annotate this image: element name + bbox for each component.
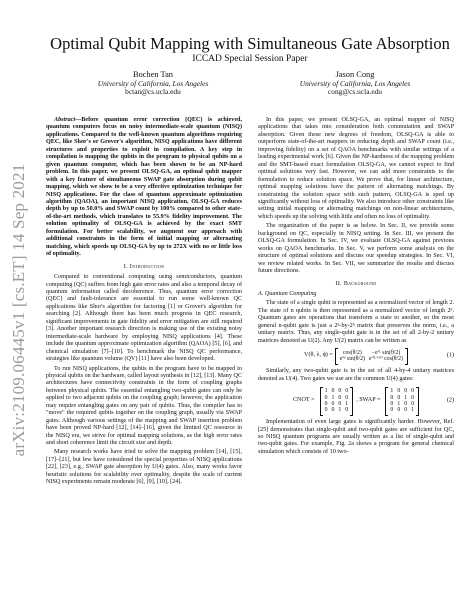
paragraph: To run NISQ applications, the qubits in the program have to be mapped to physical qubits on the hardware, called layout synthesis in [12], [13]. Many QC architectures have connectivity constraints in the form of coupling graphs between physical qubits. The essential entangling two-qubit gates can only be applied to two adjacent qubits on the coupling graph; however, the application may require entangling gates on any pair of qubits. Thus, the compiler has to "move" the required qubits together on the coupling graph, usually via SWAP gates. Although various settings of the mapping and SWAP insertion problem have been proved NP-hard [12], [14]–[16], given the limited QC resource in the NISQ era, we strive for optimal mapping solutions, as the high error rates and short coherence limit the circuit size and depth. [46,365,242,447]
matrix-cell: 0 [345,407,349,414]
cnot-label: CNOT = [292,397,315,404]
section-heading: I. Introduction [123,263,165,270]
equation-number: (1) [446,352,454,359]
author-affiliation: University of California, Los Angeles [299,78,411,88]
matrix-cell: 0 [390,401,394,408]
equation-1 [258,348,454,364]
matrix-cell: 0 [411,401,415,408]
matrix-cell: 1 [324,388,328,395]
author-email: bctan@cs.ucla.edu [125,87,181,97]
paper-title: Optimal Qubit Mapping with Simultaneous Gate Absorption [50,34,450,53]
matrix-cell: 0 [338,394,342,401]
matrix-cell: 0 [404,388,408,395]
paragraph: Implementation of even large gates is significantly harder. However, Ref. [25] demonstrates that single-qubit and two-qubit gates are sufficient for QC, so NISQ quantum programs are usually written as a list of single-qubit and two-qubit gates. For example, Fig. 2a shows a program for general chemical simulation which consists of 10 two- [258,419,454,455]
author-email: cong@cs.ucla.edu [327,87,382,97]
paragraph: The state of a single qubit is represented as a normalized vector of length 2. The state of n qubits is then represented as a normalized vector of length 2ⁿ. Quantum gates are operations that transform a state to another, so the most general n-qubit gate is just a 2ⁿ-by-2ⁿ matrix that preserves the norm, i.e., a unitary matrix. Thus, any single-qubit gate is in the set of all 2-by-2 unitary matrices denoted as U(2). Any U(2) matrix can be written as [258,300,454,344]
matrix-cell: 0 [411,388,415,395]
paper-subtitle: ICCAD Special Session Paper [192,54,308,64]
matrix-cell: 1 [397,401,401,408]
matrix-cell: 1 [331,394,335,401]
matrix-v [335,348,408,365]
abstract-label: Abstract [54,117,76,123]
matrix-cell: cos(θ/2) [342,349,362,356]
matrix-cell: 0 [390,394,394,401]
matrix-cell: −eⁱᴸ sin(θ/2) [371,349,401,356]
matrix-cnot [320,387,354,416]
matrix-cell: 0 [324,401,328,408]
arxiv-stamp [6,160,32,460]
author-block [280,71,430,97]
equation-2 [258,386,454,416]
paragraph: The organization of the paper is as below. In Sec. II, we provide some background on QC, especially in NISQ setting. In Sec. III, we present the OLSQ-GA formulation. In Sec. IV, we evaluate OLSQ-GA against previous works on QAOA benchmarks. In Sec. V, we perform some analysis on the structure of optimal solutions and discuss our speedup strategies. In Sec. VI, we review related works. In Sec. VII, we summarize the results and discuss future directions. [258,223,454,275]
author-affiliation: University of California, Los Angeles [97,78,209,88]
author-name: Bochen Tan [133,70,173,79]
matrix-cell: 0 [345,394,349,401]
matrix-cell: 0 [404,407,408,414]
author-block [78,71,228,97]
abstract-text: —Before quantum error correction (QEC) is achieved, quantum computers focus on noisy intermediate-scale quantum (NISQ) applications. Compared to the well-known quantum algorithms requiring QEC, like Shor's or Grover's algorithm, NISQ applications have different structures and properties to exploit in compilation. A key step in compilation is mapping the qubits in the program to physical qubits on a given quantum computer, which has been shown to be an NP-hard problem. In this paper, we present OLSQ-GA, an optimal qubit mapper with a key feature of simultaneous SWAP gate absorption during qubit mapping, which we show to be a very effective optimization technique for NISQ applications. For the class of quantum approximate optimization algorithm (QAOA), an important NISQ application, OLSQ-GA reduces depth by up to 50.0% and SWAP count by 100% compared to other state-of-the-art methods, which translates to 55.9% fidelity improvement. The solution optimality of OLSQ-GA is achieved by the exact SMT formulation. For better scalability, we augment our approach with additional constraints in the form of initial mapping or alternating matching, which speeds up OLSQ-GA by up to 272X with no or little loss of optimality. [46,117,242,258]
paragraph: Similarly, any two-qubit gate is in the set of all 4-by-4 unitary matrices denoted as U(4). Two gates we use are the common U(4) gates: [258,368,454,382]
matrix-cell: eⁱᵠ sin(θ/2) [339,356,365,363]
paragraph: In this paper, we present OLSQ-GA, an optimal mapper of NISQ applications that takes into consideration both commutation and SWAP absorption. Given these new degrees of freedom, OLSQ-GA is able to outperform state-of-the-art mappers in reducing depth and SWAP count (i.e., improving fidelity) on a set of QAOA benchmarks with similar settings of a leading experimental work [6]. Given the NP-hardness of the mapping problem and the SMT-based exact formulation OLSQ-GA, we cannot expect to find optimal solutions very fast. However, we can add more constraints to the formulation to reduce solution space. We prove that, for linear architecture, optimal mapping solutions have the pattern of alternating matchings. By constraining the solution space with such pattern, OLSQ-GA is sped up significantly without loss of optimality. We also introduce other constraints like setting initial mapping or alternating matchings on non-linear architectures, which speeds up the solving with little and often no loss of optimality. [258,117,454,220]
equation-lhs: V(θ, λ, ϕ) = [304,352,333,359]
matrix-cell: 0 [338,388,342,395]
matrix-cell: 0 [324,394,328,401]
abstract [46,117,242,259]
matrix-cell: 1 [338,407,342,414]
matrix-cell: 0 [331,388,335,395]
right-column [258,117,454,458]
matrix-cell: 1 [404,394,408,401]
matrix-cell: 0 [411,394,415,401]
left-column [46,117,242,489]
matrix-cell: 0 [324,407,328,414]
author-name: Jason Cong [335,70,375,79]
matrix-cell: 0 [390,407,394,414]
matrix-swap [385,387,419,416]
matrix-cell: 0 [397,388,401,395]
matrix-cell: 1 [390,388,394,395]
matrix-cell: 0 [331,407,335,414]
arxiv-stamp-text: arXiv:2109.06445v1 [cs.ET] 14 Sep 2021 [9,163,28,457]
matrix-cell: 0 [397,394,401,401]
matrix-cell: 0 [338,401,342,408]
matrix-cell: 1 [411,407,415,414]
matrix-cell: 0 [397,407,401,414]
paragraph: Many research works have tried to solve the mapping problem [14], [15], [17]–[21], but few have considered the special properties of NISQ applications [22], [23], e.g., SWAP gate absorption by U(4) gates. Also, many works favor heuristic solutions for scalability over optimality, despite the scale of current NISQ experiments remain moderate [6], [9], [10], [24]. [46,449,242,486]
matrix-cell: 0 [345,388,349,395]
subsection-heading: A. Quantum Computing [258,290,317,297]
matrix-cell: eⁱ⁽ᴸ⁺ᵠ⁾ cos(θ/2) [368,356,403,363]
swap-label: , SWAP = [356,397,381,404]
matrix-cell: 0 [331,401,335,408]
matrix-cell: 1 [345,401,349,408]
equation-number: (2) [446,397,454,404]
section-heading: II. Background [335,280,377,287]
matrix-cell: 0 [404,401,408,408]
paragraph: Compared to conventional computing using semiconductors, quantum computing (QC) suffers from high gate error rates and also a temporal decay of quantum information called decoherence. Thus, quantum error correction (QEC) and fault-tolerance are essential to run some well-known QC applications like Shor's algorithm for factoring [1] or Grover's algorithm for searching [2]. Although there has been much progress in QEC research, significant improvements in gate fidelity and error mitigation are still required [3]. Another important research direction is making use of the existing noisy intermediate-scale hardware by employing NISQ applications [4]. These include the quantum approximate optimization algorithm (QAOA) [5], [6], and chemical simulation [7]–[10]. To benchmark the NISQ QC performance, strategies like quantum volume (QV) [11] have also been developed. [46,274,242,363]
